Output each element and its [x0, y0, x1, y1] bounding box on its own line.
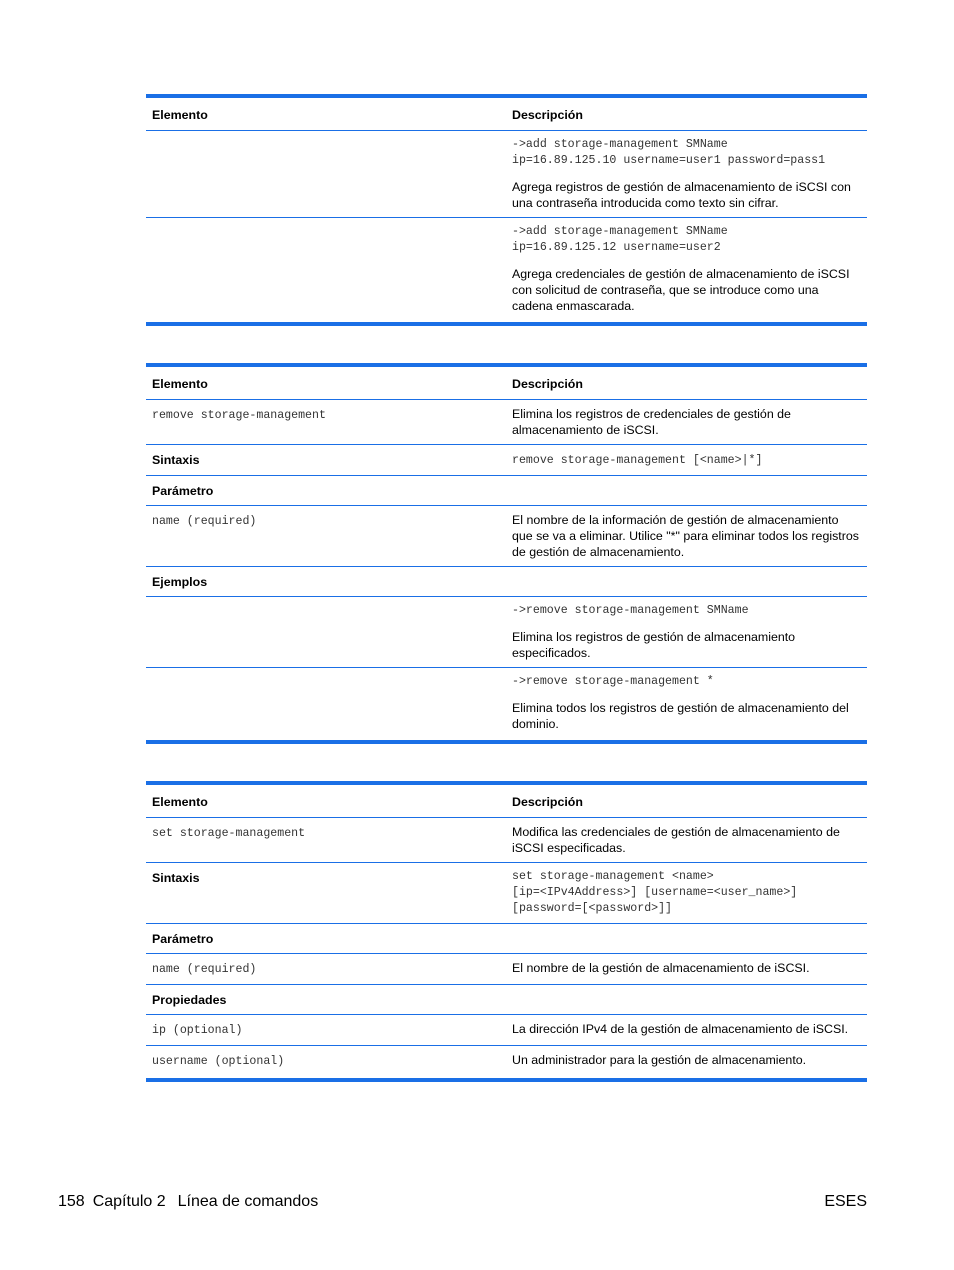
locale-code: ESES [824, 1193, 867, 1210]
table-row [146, 445, 867, 476]
page-number: 158 [58, 1193, 85, 1210]
command-table-set [146, 781, 867, 1082]
table-row [146, 597, 867, 668]
table-row [146, 400, 867, 445]
table-row [146, 131, 867, 218]
table-row [146, 985, 867, 1015]
examples-table-add [146, 94, 867, 326]
command-name: remove storage-management [152, 409, 326, 422]
table-row [146, 818, 867, 863]
table-header-row [146, 96, 867, 131]
property-description: Un administrador para la gestión de almacenamiento. [512, 1053, 807, 1067]
table-row [146, 476, 867, 506]
header-element: Elemento [146, 365, 506, 400]
examples-label: Ejemplos [146, 567, 506, 597]
table-header-row [146, 365, 867, 400]
chapter-title: Línea de comandos [177, 1193, 319, 1210]
property-name: ip (optional) [152, 1024, 243, 1037]
property-name: username (optional) [152, 1055, 285, 1068]
header-description: Descripción [506, 783, 867, 818]
table-row [146, 1046, 867, 1081]
example-code: ->remove storage-management * [512, 675, 714, 688]
table-row [146, 567, 867, 597]
parameter-label: Parámetro [146, 924, 506, 954]
header-element: Elemento [146, 96, 506, 131]
header-description: Descripción [506, 365, 867, 400]
property-description: La dirección IPv4 de la gestión de almacenamiento de iSCSI. [506, 1015, 867, 1046]
parameter-name: name (required) [152, 515, 257, 528]
table-header-row [146, 783, 867, 818]
parameter-description: El nombre de la gestión de almacenamiento de iSCSI. [506, 954, 867, 985]
syntax-label: Sintaxis [146, 445, 506, 476]
footer-left [58, 1192, 867, 1212]
table-row [146, 668, 867, 743]
example-text: Agrega registros de gestión de almacenamiento de iSCSI con una contraseña introducida como texto sin cifrar. [512, 180, 851, 210]
syntax-label: Sintaxis [146, 863, 506, 924]
example-code: ->add storage-management SMName ip=16.89.125.12 username=user2 [512, 225, 728, 254]
table-row [146, 924, 867, 954]
page-footer [58, 1192, 867, 1212]
table-row [146, 954, 867, 985]
description-cell [506, 131, 867, 218]
description-cell [506, 218, 867, 325]
syntax-code: remove storage-management [<name>|*] [512, 454, 763, 467]
command-description: Elimina los registros de credenciales de gestión de almacenamiento de iSCSI. [506, 400, 867, 445]
example-code: ->add storage-management SMName ip=16.89.125.10 username=user1 password=pass1 [512, 138, 826, 167]
command-description: Modifica las credenciales de gestión de almacenamiento de iSCSI especificadas. [506, 818, 867, 863]
element-cell [146, 218, 506, 325]
table-row [146, 1015, 867, 1046]
header-description: Descripción [506, 96, 867, 131]
header-element: Elemento [146, 783, 506, 818]
chapter-label: Capítulo 2 [92, 1193, 166, 1210]
table-row [146, 863, 867, 924]
parameter-label: Parámetro [146, 476, 506, 506]
element-cell [146, 131, 506, 218]
example-text: Elimina todos los registros de gestión de almacenamiento del dominio. [512, 701, 849, 731]
parameter-name: name (required) [152, 963, 257, 976]
parameter-description: El nombre de la información de gestión de almacenamiento que se va a eliminar. Utilice "*" para eliminar todos los registros de gestión de almacenamiento. [506, 506, 867, 567]
example-text: Elimina los registros de gestión de almacenamiento especificados. [512, 630, 796, 660]
example-code: ->remove storage-management SMName [512, 604, 749, 617]
example-text: Agrega credenciales de gestión de almacenamiento de iSCSI con solicitud de contraseña, que se introduce como una cadena enmascarada. [512, 267, 850, 313]
command-table-remove [146, 363, 867, 744]
properties-label: Propiedades [146, 985, 506, 1015]
syntax-code: set storage-management <name> [ip=<IPv4Address>] [username=<user_name>] [password=[<password>]] [512, 870, 798, 915]
command-name: set storage-management [152, 827, 306, 840]
table-row [146, 218, 867, 325]
table-row [146, 506, 867, 567]
